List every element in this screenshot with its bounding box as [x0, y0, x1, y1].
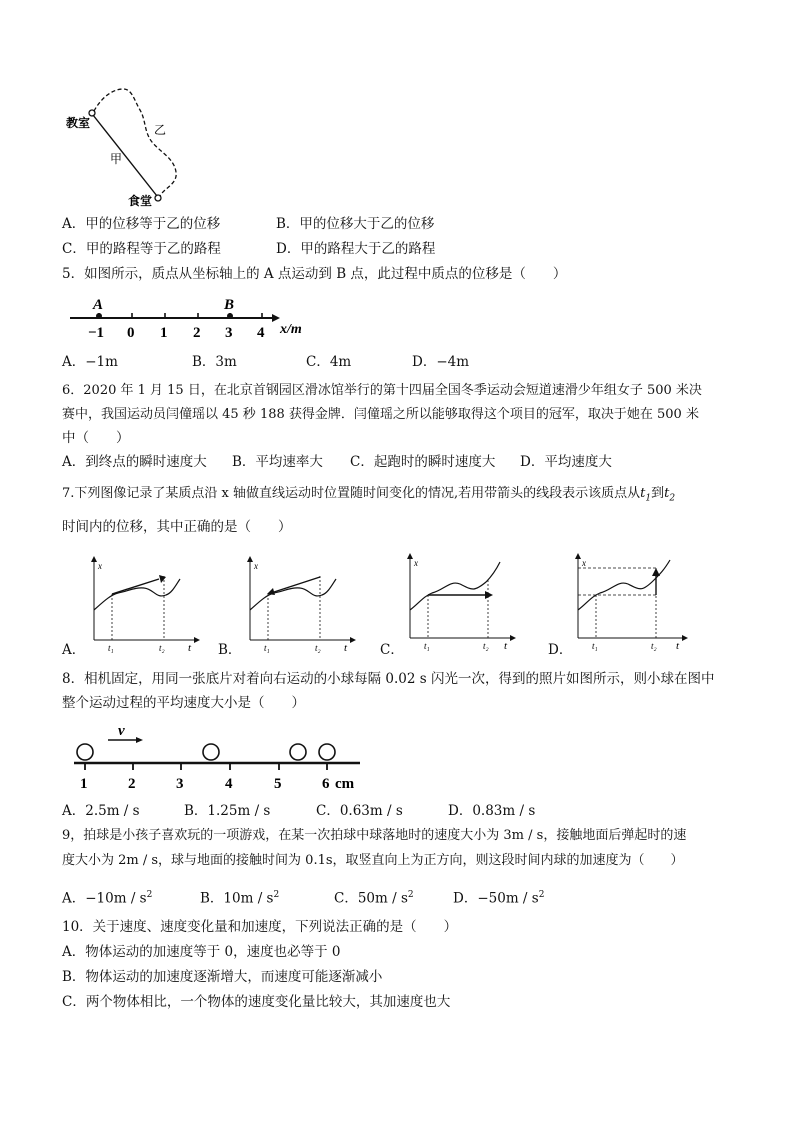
q8-stem-line-1: 8．相机固定，用同一张底片对着向右运动的小球每隔 0.02 s 闪光一次，得到的照片如图所示，则小球在图中 [62, 671, 715, 687]
graph-x-label: x [98, 561, 102, 571]
axis-tick-label: −1 [88, 325, 105, 341]
ball-position [77, 744, 93, 760]
q8-option-b[interactable]: B．1.25m / s [184, 803, 271, 819]
q7-graph-c [398, 548, 518, 653]
q6-option-a[interactable]: A．到终点的瞬时速度大 [62, 454, 207, 470]
q9-option-b-text: B．10m / s [200, 890, 274, 907]
q7-graph-d [566, 548, 690, 653]
q9-option-d[interactable] [453, 886, 544, 908]
path-a-label: 甲 [110, 152, 123, 166]
q7-option-d[interactable]: D． [548, 642, 573, 658]
q7-stem-text: 7.下列图像记录了某质点沿 x 轴做直线运动时位置随时间变化的情况,若用带箭头的线段表示该质点从 [62, 486, 641, 501]
graph-t-label: t [188, 642, 192, 654]
q9-option-b[interactable] [200, 886, 279, 908]
q9-stem-line-2: 度大小为 2m / s，球与地面的接触时间为 0.1s，取竖直向上为正方向，则这段时间内球的加速度为（ ） [62, 853, 684, 868]
q10-option-b[interactable]: B．物体运动的加速度逐渐增大，而速度可能逐渐减小 [62, 969, 383, 985]
point-a-dot [96, 313, 102, 319]
q4-option-b[interactable]: B．甲的位移大于乙的位移 [276, 216, 435, 232]
q5-stem: 5．如图所示，质点从坐标轴上的 A 点运动到 B 点，此过程中质点的位移是（ ） [62, 266, 567, 282]
velocity-label: v [118, 723, 125, 739]
axis-unit-label: x/m [280, 322, 302, 337]
graph-t1-label: t₁ [592, 641, 598, 651]
graph-x-label: x [254, 561, 258, 571]
q7-option-b[interactable]: B． [218, 642, 242, 658]
ruler-tick-label: 4 [225, 776, 233, 792]
exponent: 2 [407, 890, 414, 900]
exponent: 2 [146, 890, 153, 900]
ruler-tick-label: 1 [80, 776, 88, 792]
point-b-dot [227, 313, 233, 319]
path-a-line [93, 115, 157, 196]
q8-flash-photo-figure [62, 718, 382, 798]
ruler-unit-label: cm [335, 776, 355, 792]
q10-stem: 10．关于速度、速度变化量和加速度，下列说法正确的是（ ） [62, 919, 458, 935]
q8-option-c[interactable]: C．0.63m / s [316, 803, 403, 819]
q7-graph-b [238, 555, 358, 655]
axis-tick-label: 1 [160, 325, 168, 341]
graph-t1-label: t₁ [424, 641, 430, 651]
q6-stem-line-1: 6．2020 年 1 月 15 日，在北京首钢园区滑冰馆举行的第十四届全国冬季运动会短道速滑少年组女子 500 米决 [62, 383, 702, 398]
q8-option-a[interactable]: A．2.5m / s [62, 803, 140, 819]
q9-option-d-text: D．−50m / s [453, 890, 539, 907]
ball-position [319, 744, 335, 760]
q8-stem-line-2: 整个运动过程的平均速度大小是（ ） [62, 695, 305, 711]
q7-option-c[interactable]: C． [380, 642, 404, 658]
graph-t-label: t [676, 640, 680, 652]
q7-stem-mid: 到 [651, 486, 665, 501]
classroom-label: 教室 [66, 116, 91, 130]
exponent: 2 [273, 890, 280, 900]
axis-tick-label: 4 [257, 325, 265, 341]
axis-tick-label: 0 [127, 325, 135, 341]
ball-position [203, 744, 219, 760]
graph-x-label: x [414, 558, 418, 568]
t1-symbol: t [640, 486, 646, 501]
graph-t-label: t [504, 640, 508, 652]
ruler-tick-label: 3 [176, 776, 184, 792]
q7-graph-a [82, 555, 202, 655]
q9-stem-line-1: 9，拍球是小孩子喜欢玩的一项游戏，在某一次拍球中球落地时的速度大小为 3m / s，接触地面后弹起时的速 [62, 828, 687, 843]
q6-option-c[interactable]: C．起跑时的瞬时速度大 [350, 454, 496, 470]
axis-tick-label: 2 [193, 325, 201, 341]
q10-option-a[interactable]: A．物体运动的加速度等于 0，速度也必等于 0 [62, 944, 341, 960]
graph-t2-label: t₂ [651, 641, 657, 651]
graph-t2-label: t₂ [315, 643, 321, 653]
ruler-tick-label: 2 [128, 776, 136, 792]
ball-position [290, 744, 306, 760]
q7-stem-line-2: 时间内的位移，其中正确的是（ ） [62, 519, 292, 535]
q6-stem-line-2: 赛中，我国运动员闫僮瑶以 45 秒 188 获得金牌．闫僮瑶之所以能够取得这个项目的冠军，取决于她在 500 米 [62, 407, 699, 422]
axis-tick-label: 3 [225, 325, 233, 341]
q5-option-d[interactable]: D．−4m [412, 354, 470, 370]
graph-t2-label: t₂ [159, 643, 165, 653]
q6-stem-line-3: 中（ ） [62, 430, 130, 446]
canteen-label: 食堂 [128, 194, 153, 208]
q5-option-b[interactable]: B．3m [192, 354, 237, 370]
q9-option-a-text: A．−10m / s [62, 890, 147, 907]
q6-option-b[interactable]: B．平均速率大 [232, 454, 323, 470]
q5-option-c[interactable]: C．4m [306, 354, 352, 370]
graph-t-label: t [344, 642, 348, 654]
graph-t1-label: t₁ [108, 643, 114, 653]
q9-option-c-text: C．50m / s [334, 890, 408, 907]
exponent: 2 [538, 890, 545, 900]
ruler-tick-label: 6 [322, 776, 330, 792]
q5-option-a[interactable]: A．−1m [62, 354, 118, 370]
q9-option-c[interactable] [334, 886, 414, 908]
q10-option-c[interactable]: C．两个物体相比，一个物体的速度变化量比较大，其加速度也大 [62, 994, 451, 1010]
graph-t1-label: t₁ [264, 643, 270, 653]
q7-option-a[interactable]: A． [62, 642, 86, 658]
path-b-line [94, 89, 176, 196]
q4-option-d[interactable]: D．甲的路程大于乙的路程 [276, 241, 436, 257]
q5-number-axis [62, 292, 322, 342]
point-a-label: A [93, 297, 104, 313]
path-b-label: 乙 [154, 123, 167, 137]
q4-path-figure [60, 80, 200, 210]
q4-option-a[interactable]: A．甲的位移等于乙的位移 [62, 216, 221, 232]
t2-subscript: 2 [669, 493, 676, 504]
point-b-label: B [224, 297, 235, 313]
q8-option-d[interactable]: D．0.83m / s [448, 803, 536, 819]
t1-subscript: 1 [645, 493, 652, 504]
t2-symbol: t [664, 486, 670, 501]
q4-option-c[interactable]: C．甲的路程等于乙的路程 [62, 241, 221, 257]
q7-stem-line-1 [62, 485, 675, 508]
graph-x-label: x [582, 558, 586, 568]
q9-option-a[interactable] [62, 886, 152, 908]
q6-option-d[interactable]: D．平均速度大 [520, 454, 612, 470]
graph-t2-label: t₂ [483, 641, 489, 651]
ruler-tick-label: 5 [274, 776, 282, 792]
